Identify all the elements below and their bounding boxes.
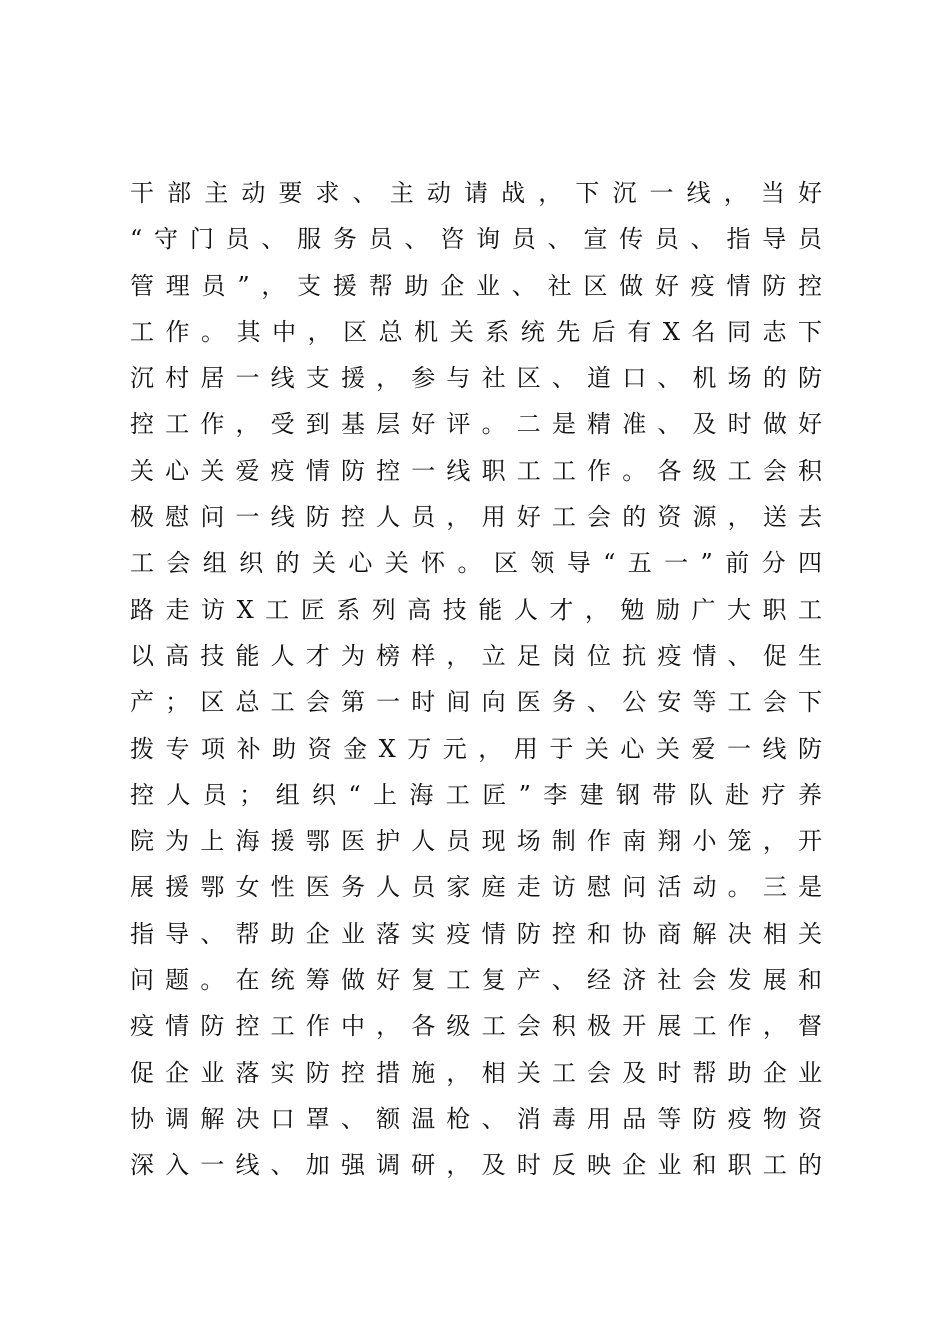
- text-line: 工作。其中，区总机关系统先后有X名同志下: [130, 317, 822, 346]
- text-line: 深入一线、加强调研，及时反映企业和职工的: [130, 1151, 822, 1180]
- text-line: 控人员；组织“上海工匠”李建钢带队赴疗养: [130, 780, 822, 809]
- text-line: 疫情防控工作中，各级工会积极开展工作，督: [130, 1012, 822, 1041]
- text-line: 促企业落实防控措施，相关工会及时帮助企业: [130, 1058, 822, 1087]
- text-line: 控工作，受到基层好评。二是精准、及时做好: [130, 410, 822, 439]
- text-line: 问题。在统筹做好复工复产、经济社会发展和: [130, 966, 822, 995]
- text-line: 协调解决口罩、额温枪、消毒用品等防疫物资: [130, 1104, 822, 1133]
- text-line: 指导、帮助企业落实疫情防控和协商解决相关: [130, 919, 822, 948]
- body-text: [130, 170, 822, 1189]
- text-line: 沉村居一线支援，参与社区、道口、机场的防: [130, 364, 822, 393]
- text-line: 路走访X工匠系列高技能人才，勉励广大职工: [130, 595, 822, 624]
- text-line: 工会组织的关心关怀。区领导“五一”前分四: [130, 549, 822, 578]
- text-line: 管理员”，支援帮助企业、社区做好疫情防控: [130, 271, 822, 300]
- text-line: 关心关爱疫情防控一线职工工作。各级工会积: [130, 456, 822, 485]
- text-line: 干部主动要求、主动请战，下沉一线，当好: [130, 179, 822, 207]
- text-line: 产；区总工会第一时间向医务、公安等工会下: [130, 688, 822, 717]
- text-line: “守门员、服务员、咨询员、宣传员、指导员: [130, 225, 822, 254]
- text-line: 院为上海援鄂医护人员现场制作南翔小笼，开: [130, 827, 822, 856]
- text-line: 展援鄂女性医务人员家庭走访慰问活动。三是: [130, 873, 822, 902]
- text-line: 以高技能人才为榜样，立足岗位抗疫情、促生: [130, 641, 822, 670]
- text-line: 极慰问一线防控人员，用好工会的资源，送去: [130, 503, 822, 532]
- text-line: 拨专项补助资金X万元，用于关心关爱一线防: [130, 734, 822, 763]
